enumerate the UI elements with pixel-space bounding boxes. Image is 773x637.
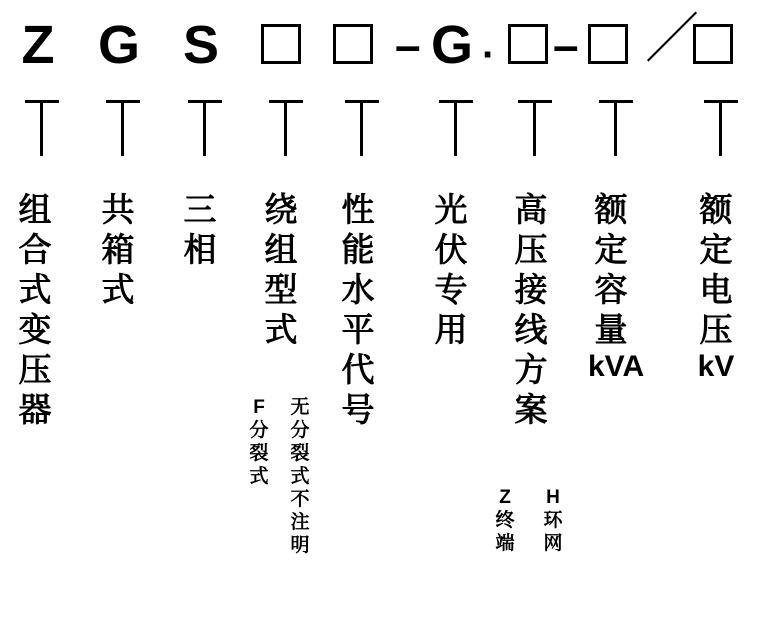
note-char: Z <box>499 487 511 508</box>
note-z-terminal <box>492 486 518 555</box>
label-char: 压 <box>699 311 733 348</box>
note-char: 网 <box>543 533 563 554</box>
code-dash: – <box>395 19 421 71</box>
code-letter: G <box>97 15 140 75</box>
label-char: 代 <box>341 351 375 388</box>
note-char: 分 <box>249 420 269 441</box>
leader-stem <box>533 100 536 156</box>
label-char: 专 <box>434 271 468 308</box>
label-three-phase <box>177 190 223 270</box>
label-char: 号 <box>341 391 375 428</box>
note-char: 裂 <box>249 443 269 464</box>
note-char: F <box>253 397 265 418</box>
label-char: 式 <box>18 271 52 308</box>
code-letter: G <box>430 15 473 75</box>
label-char: 性 <box>341 191 375 228</box>
note-char: 式 <box>290 466 310 487</box>
label-char: 型 <box>264 271 298 308</box>
label-char: 方 <box>514 351 548 388</box>
label-char: 线 <box>514 311 548 348</box>
label-char: 共 <box>101 191 135 228</box>
label-combined-type-transformer <box>12 190 58 430</box>
note-char: 终 <box>495 510 515 531</box>
label-char: 用 <box>434 311 468 348</box>
label-char: 相 <box>183 231 217 268</box>
label-char: 容 <box>594 271 628 308</box>
label-winding-type <box>258 190 304 350</box>
label-char: 接 <box>514 271 548 308</box>
leader-stem <box>614 100 617 156</box>
code-placeholder-box <box>333 24 373 64</box>
leader-stem <box>284 100 287 156</box>
label-char: 伏 <box>434 231 468 268</box>
label-photovoltaic-dedicated <box>428 190 474 350</box>
code-sequence-row <box>0 0 773 90</box>
leader-stem <box>360 100 363 156</box>
note-h-ring-network <box>540 486 566 555</box>
label-char: 合 <box>18 231 52 268</box>
label-char: 定 <box>594 231 628 268</box>
label-char: 案 <box>514 391 548 428</box>
note-f-split-type <box>246 396 272 488</box>
label-char: 量 <box>594 311 628 348</box>
code-letter: S <box>182 15 220 75</box>
label-char: 水 <box>341 271 375 308</box>
code-placeholder-box <box>588 24 628 64</box>
label-char: 额 <box>699 191 733 228</box>
label-rated-voltage <box>693 190 739 384</box>
label-char: 式 <box>101 271 135 308</box>
leader-stem <box>203 100 206 156</box>
label-char: 三 <box>183 191 217 228</box>
label-hv-connection-scheme <box>508 190 554 430</box>
label-char: 器 <box>18 391 52 428</box>
label-char: 式 <box>264 311 298 348</box>
label-char: 平 <box>341 311 375 348</box>
label-char: 电 <box>699 271 733 308</box>
label-common-box-type <box>95 190 141 310</box>
label-char: 定 <box>699 231 733 268</box>
leader-stem <box>719 100 722 156</box>
note-char: 注 <box>290 512 310 533</box>
leader-stem <box>454 100 457 156</box>
code-slash: ／ <box>645 9 699 69</box>
note-char: 裂 <box>290 443 310 464</box>
label-char: 变 <box>18 311 52 348</box>
note-non-split-not-marked <box>287 396 313 557</box>
label-rated-capacity <box>588 190 645 384</box>
label-unit: kV <box>697 350 735 383</box>
code-placeholder-box <box>693 24 733 64</box>
label-char: 组 <box>18 191 52 228</box>
note-char: 环 <box>543 510 563 531</box>
code-placeholder-box <box>508 24 548 64</box>
label-char: 绕 <box>264 191 298 228</box>
note-char: 端 <box>495 533 515 554</box>
code-dot: · <box>482 33 496 77</box>
note-char: 明 <box>290 535 310 556</box>
note-char: 不 <box>290 489 310 510</box>
label-unit: kVA <box>588 350 645 383</box>
label-char: 能 <box>341 231 375 268</box>
label-char: 额 <box>594 191 628 228</box>
code-placeholder-box <box>261 24 301 64</box>
label-char: 箱 <box>101 231 135 268</box>
label-char: 光 <box>434 191 468 228</box>
leader-stem <box>121 100 124 156</box>
code-dash: – <box>553 19 579 71</box>
label-char: 高 <box>514 191 548 228</box>
code-letter: Z <box>21 15 55 75</box>
label-performance-level-code <box>335 190 381 430</box>
label-char: 压 <box>514 231 548 268</box>
label-char: 组 <box>264 231 298 268</box>
leader-stem <box>40 100 43 156</box>
note-char: H <box>546 487 560 508</box>
note-char: 式 <box>249 466 269 487</box>
note-char: 无 <box>290 397 310 418</box>
label-char: 压 <box>18 351 52 388</box>
note-char: 分 <box>290 420 310 441</box>
